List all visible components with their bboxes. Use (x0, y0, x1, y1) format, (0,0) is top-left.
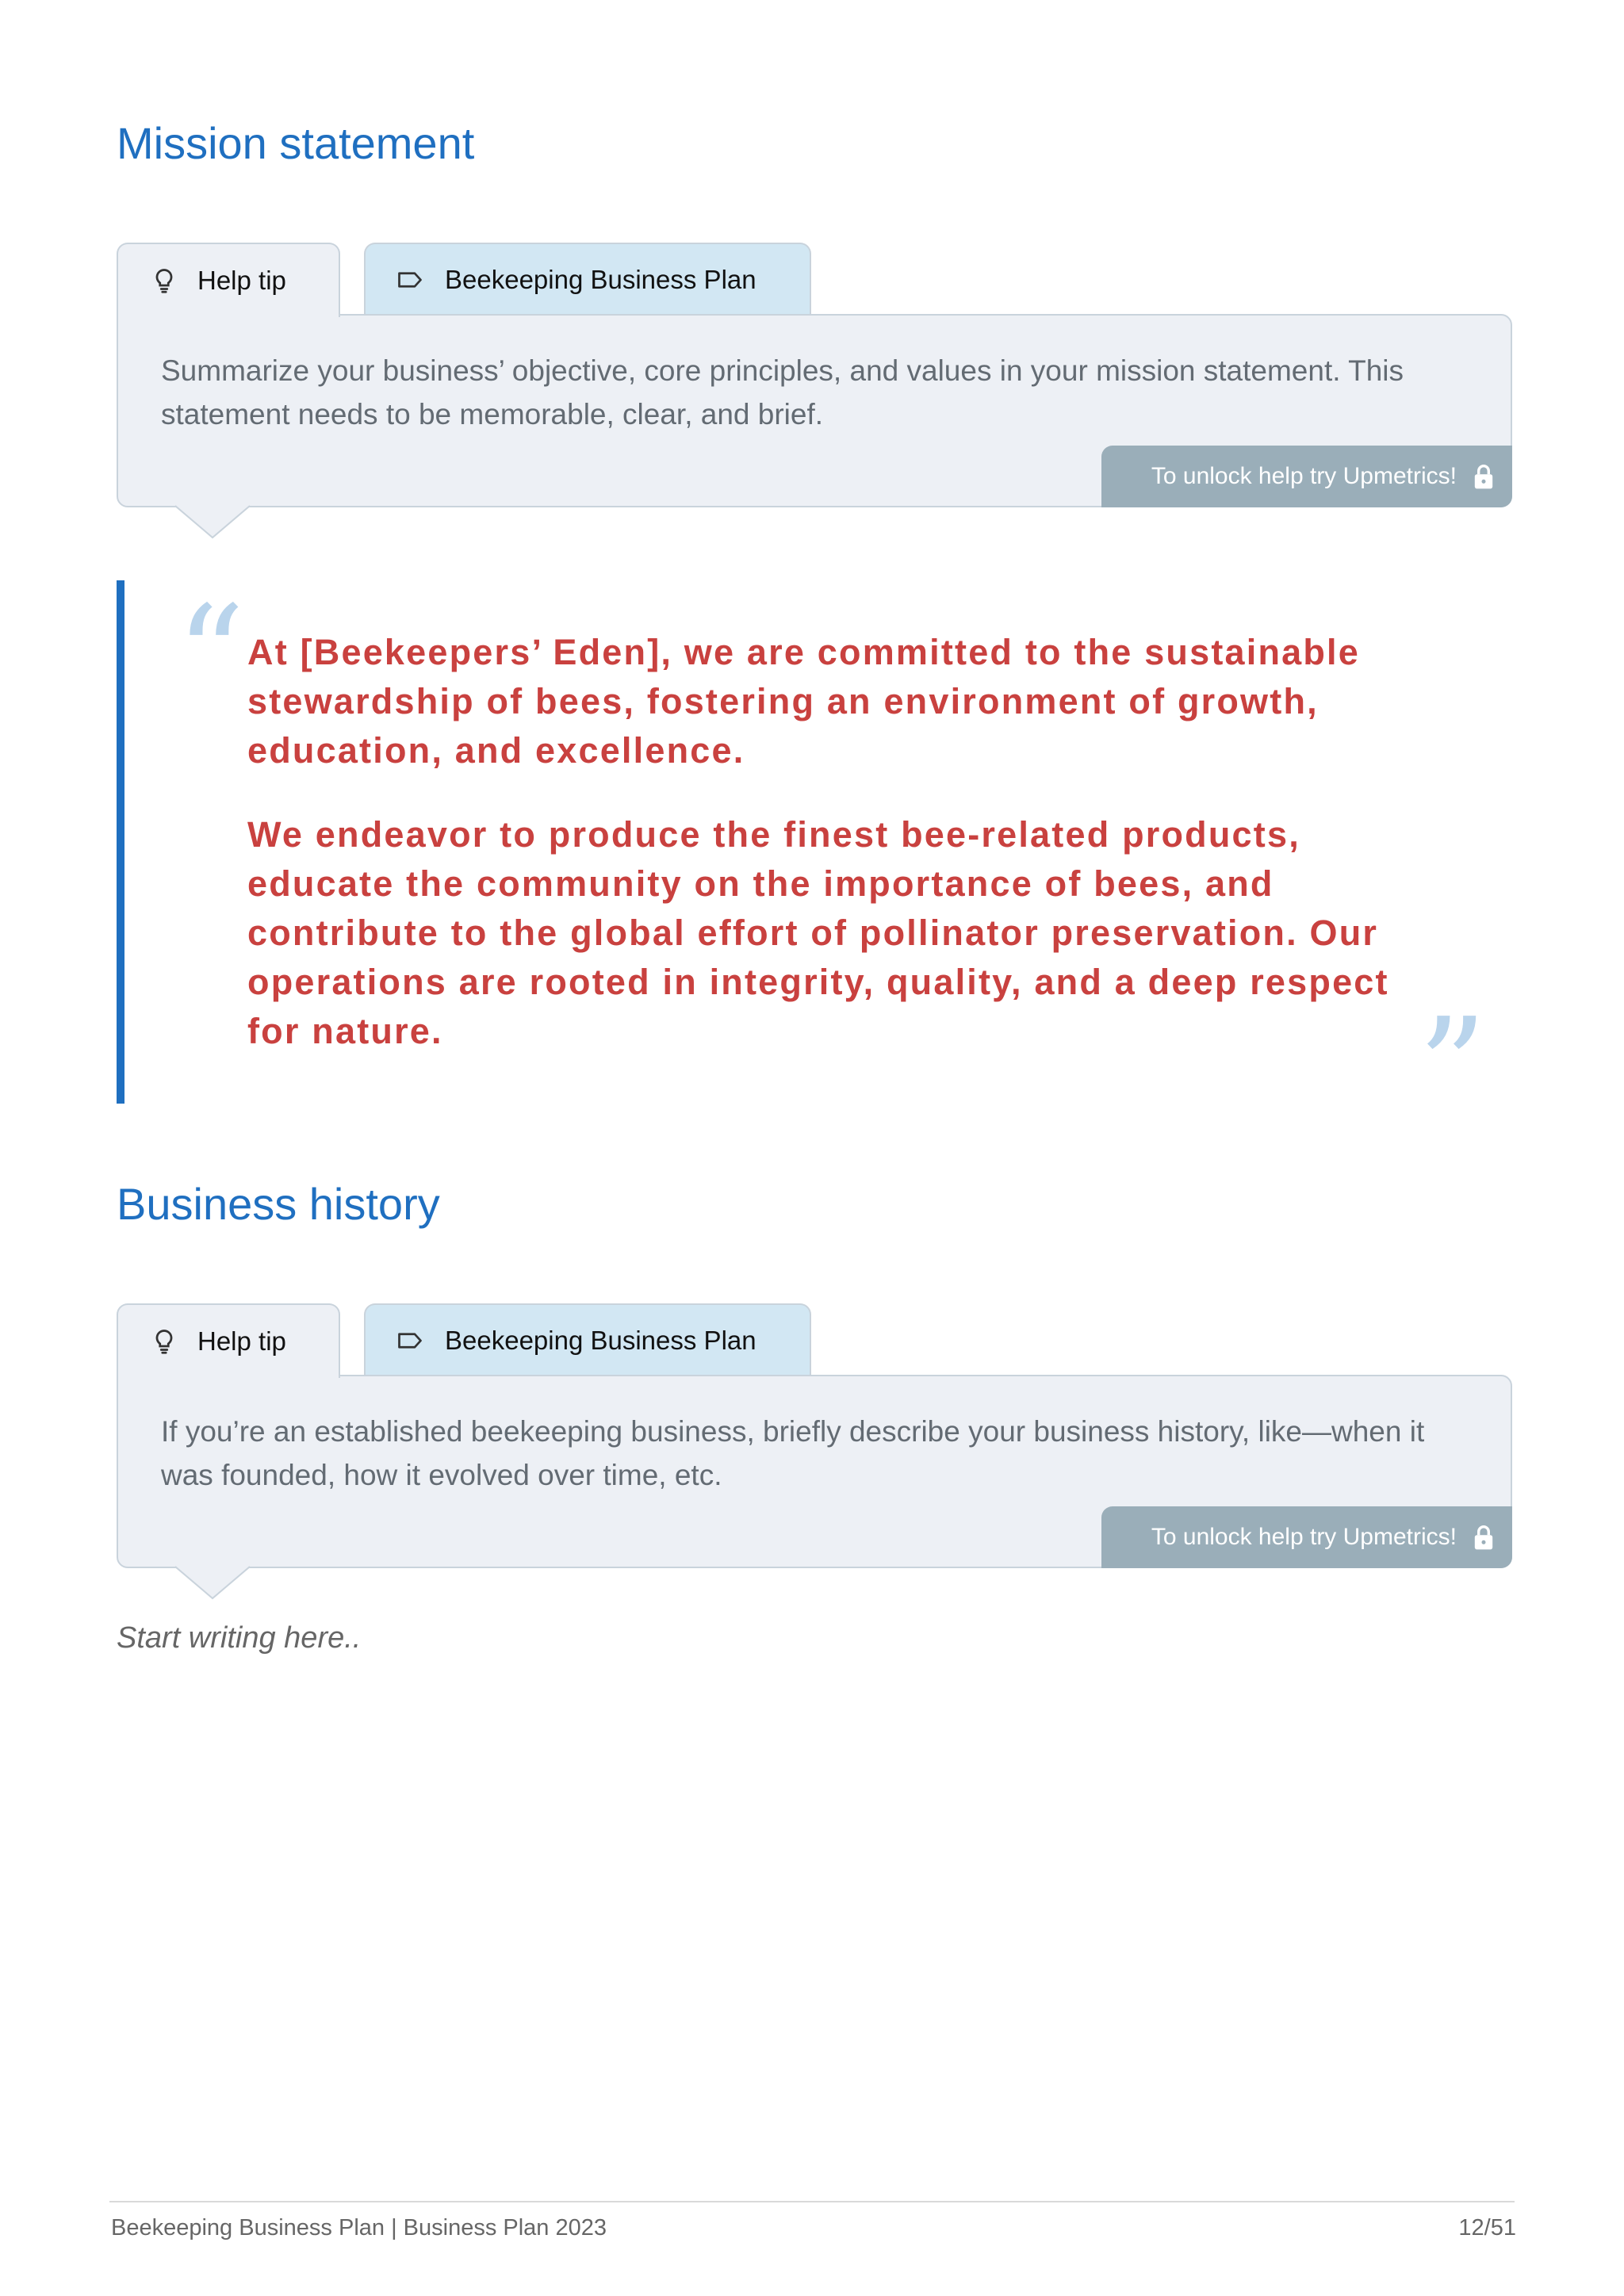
quote-bar (117, 580, 124, 1104)
history-help-tab[interactable] (117, 1303, 340, 1378)
close-quote-icon: ” (1418, 989, 1487, 1146)
help-tab-label: Help tip (197, 266, 286, 295)
tag-icon (396, 1326, 424, 1355)
mission-help-tab[interactable] (117, 243, 340, 317)
lock-icon (1473, 463, 1495, 490)
unlock-label: To unlock help try Upmetrics! (1151, 1524, 1457, 1550)
mission-plan-tab[interactable] (364, 243, 811, 316)
footer-page-number: 12/51 (1458, 2215, 1516, 2241)
mission-unlock-button[interactable] (1101, 446, 1512, 507)
history-unlock-button[interactable] (1101, 1506, 1512, 1568)
mission-quote (247, 628, 1413, 1091)
history-title: Business history (117, 1179, 440, 1229)
footer-divider (109, 2201, 1515, 2202)
open-quote-icon: “ (176, 577, 245, 734)
plan-tab-label: Beekeeping Business Plan (445, 1326, 756, 1355)
tip-pointer (175, 504, 250, 539)
history-help-tip (117, 1303, 1512, 1605)
quote-paragraph: We endeavor to produce the finest bee-related products, educate the community on the importance of bees, and contribute to the global effort of pollinator preservation. Our operations are rooted in integrity, quality, and a deep respect for nature. (247, 814, 1389, 1051)
tip-pointer (175, 1565, 250, 1600)
mission-help-tip (117, 243, 1512, 544)
history-tip-box (117, 1375, 1512, 1568)
lightbulb-icon (150, 1327, 178, 1356)
writing-placeholder[interactable]: Start writing here.. (117, 1621, 362, 1655)
help-tab-label: Help tip (197, 1326, 286, 1356)
lightbulb-icon (150, 266, 178, 295)
plan-tab-label: Beekeeping Business Plan (445, 265, 756, 294)
tag-icon (396, 266, 424, 294)
mission-tip-text: Summarize your business’ objective, core principles, and values in your mission statement. This statement needs to be memorable, clear, and brief. (161, 354, 1404, 430)
unlock-label: To unlock help try Upmetrics! (1151, 463, 1457, 489)
mission-title: Mission statement (117, 118, 475, 168)
quote-paragraph: At [Beekeepers’ Eden], we are committed to the sustainable stewardship of bees, fostering an environment of growth, education, and excellence. (247, 632, 1360, 771)
history-tip-text: If you’re an established beekeeping business, briefly describe your business history, like—when it was founded, how it evolved over time, etc. (161, 1415, 1425, 1491)
mission-tip-box (117, 314, 1512, 507)
footer-document-title: Beekeeping Business Plan | Business Plan 2023 (111, 2215, 607, 2241)
lock-icon (1473, 1524, 1495, 1551)
history-plan-tab[interactable] (364, 1303, 811, 1376)
